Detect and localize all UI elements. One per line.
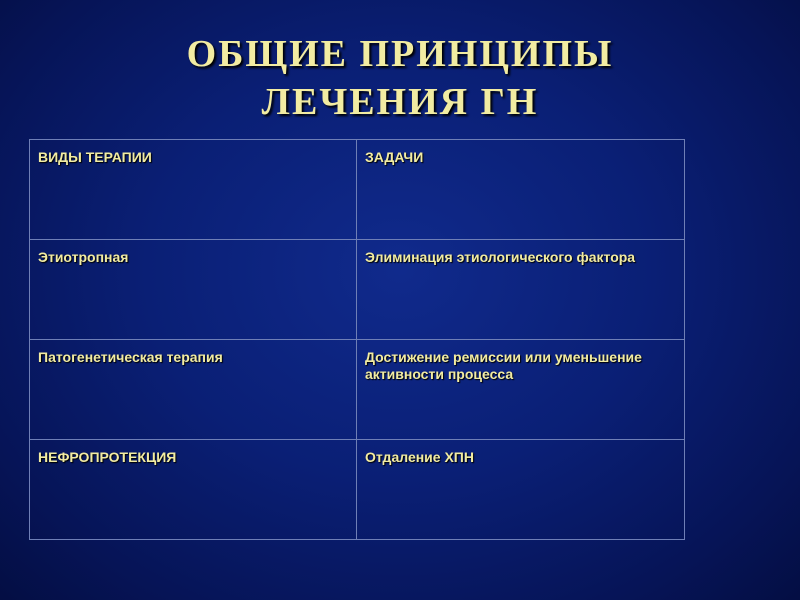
table-row [30, 440, 685, 540]
table-header-row [30, 140, 685, 240]
header-tasks: ЗАДАЧИ [357, 140, 685, 240]
task-cell: Достижение ремиссии или уменьшение активности процесса [357, 340, 685, 440]
title-line-2: ЛЕЧЕНИЯ ГН [261, 81, 539, 123]
task-cell: Отдаление ХПН [357, 440, 685, 540]
therapy-type-cell: НЕФРОПРОТЕКЦИЯ [30, 440, 357, 540]
therapy-type-cell: Патогенетическая терапия [30, 340, 357, 440]
title-line-1: ОБЩИЕ ПРИНЦИПЫ [186, 33, 614, 75]
header-therapy-types: ВИДЫ ТЕРАПИИ [30, 140, 357, 240]
table-row [30, 240, 685, 340]
table-row [30, 340, 685, 440]
therapy-table [29, 139, 685, 540]
therapy-type-cell: Этиотропная [30, 240, 357, 340]
task-cell: Элиминация этиологического фактора [357, 240, 685, 340]
slide-title [0, 30, 800, 126]
